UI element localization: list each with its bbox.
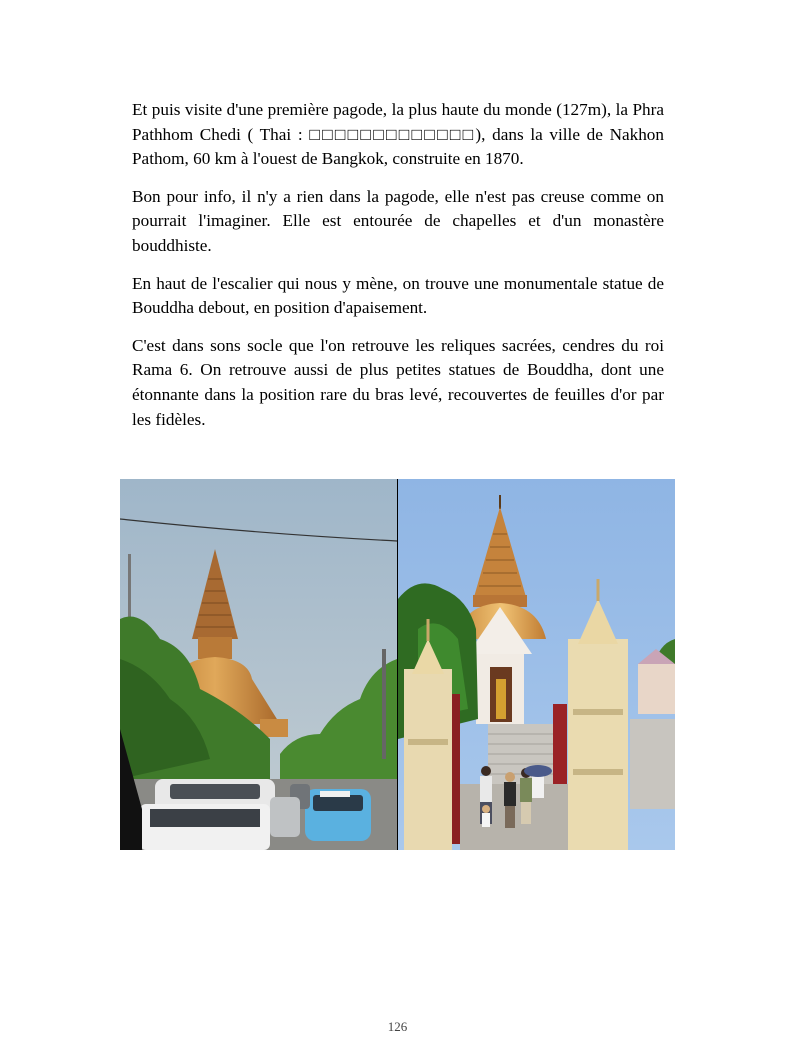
paragraph-2: Bon pour info, il n'y a rien dans la pagode, elle n'est pas creuse comme on pourrait l'imaginer. Elle est entourée de chapelles et d'un monastère bouddhiste. — [132, 186, 664, 255]
paragraph-1: Et puis visite d'une première pagode, la plus haute du monde (127m), la Phra Pathhom Chedi ( Thai : □□□□□□□□□□□□□), dans la ville de Nakhon Pathom, 60 km à l'ouest de Bangkok, construite en 1870. — [132, 100, 664, 169]
paragraph-3: En haut de l'escalier qui nous y mène, on trouve une monumentale statue de Bouddha debout, en position d'apaisement. — [132, 273, 664, 318]
page-number: 126 — [387, 1019, 408, 1034]
photo-chedi-street — [120, 479, 397, 850]
photo-temple-gate — [398, 479, 675, 850]
body-text — [132, 98, 664, 432]
photo-collage — [120, 479, 675, 850]
paragraph-4: C'est dans sons socle que l'on retrouve les reliques sacrées, cendres du roi Rama 6. On retrouve aussi de plus petites statues de Bouddha, dont une étonnante dans la position rare du bras levé, recouvertes de feuilles d'or par les fidèles. — [132, 335, 664, 429]
